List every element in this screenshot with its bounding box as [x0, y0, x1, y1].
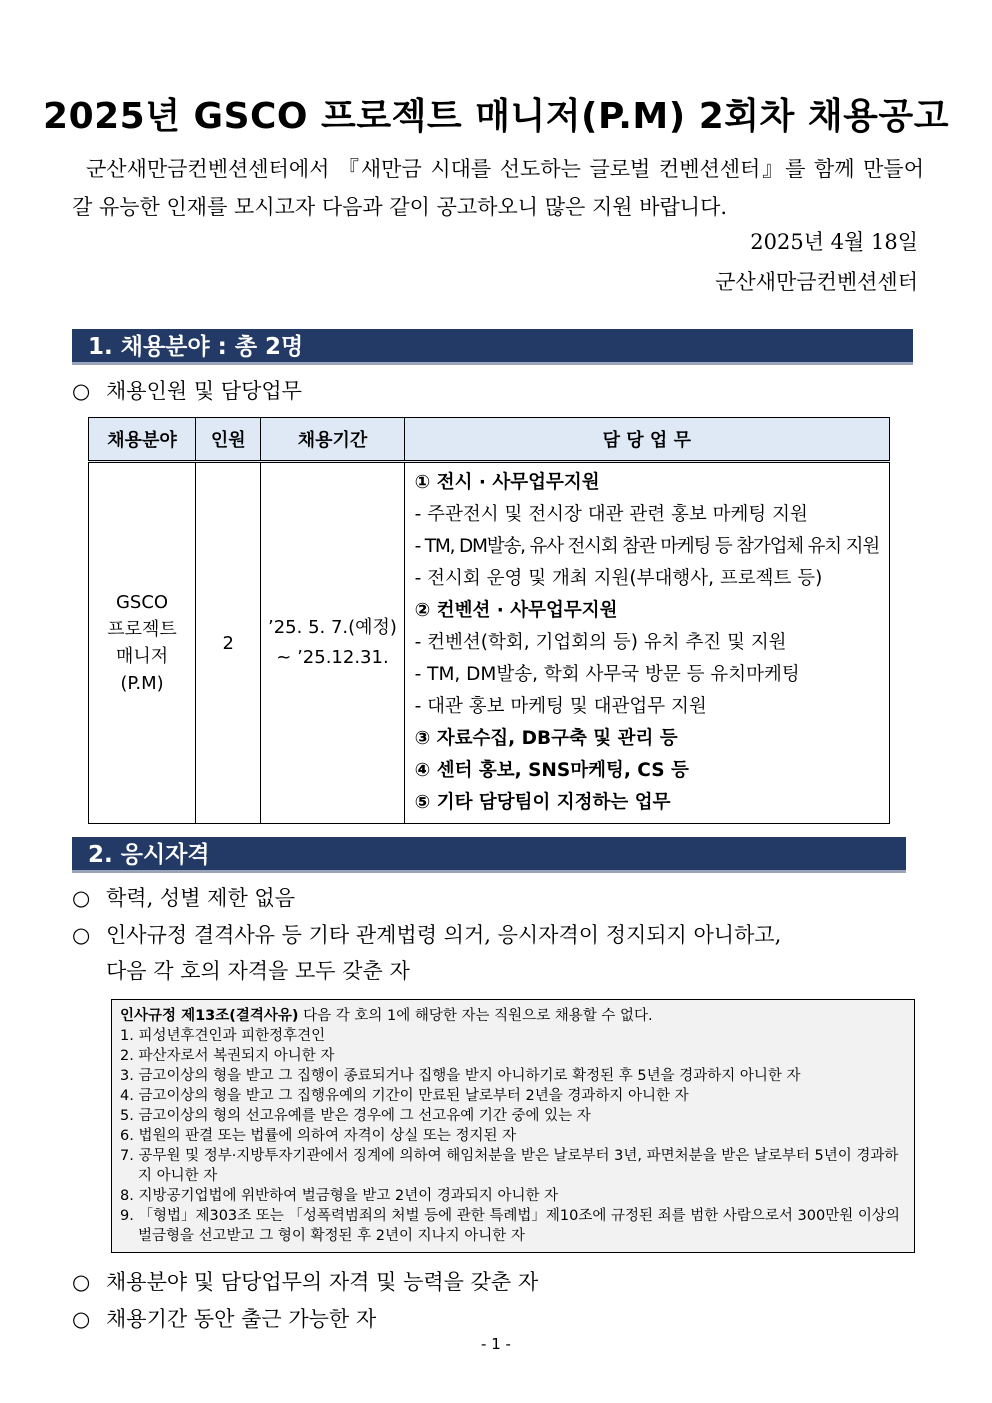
- announcement-date: 2025년 4월 18일: [750, 230, 918, 254]
- header-period: 채용기간: [261, 418, 404, 462]
- rule-item: 5. 금고이상의 형의 선고유예를 받은 경우에 그 선고유예 기간 중에 있는 자: [120, 1108, 591, 1124]
- duty-item: - 컨벤션(학회, 기업회의 등) 유치 추진 및 지원: [414, 632, 787, 653]
- page-title: 2025년 GSCO 프로젝트 매니저(P.M) 2회차 채용공고: [43, 96, 949, 137]
- qualification-item: [72, 880, 295, 916]
- rule-heading: 인사규정 제13조(결격사유): [120, 1008, 299, 1024]
- rule-item: 2. 파산자로서 복권되지 아니한 자: [120, 1048, 335, 1064]
- bullet-text: 채용기간 동안 출근 가능한 자: [106, 1307, 377, 1331]
- period-end: ~ ’25.12.31.: [276, 647, 389, 668]
- rule-item: 4. 금고이상의 형을 받고 그 집행유예의 기간이 만료된 날로부터 2년을 경과하지 아니한 자: [120, 1088, 689, 1104]
- duty-item: - TM, DM발송, 유사 전시회 참관 마케팅 등 참가업체 유치 지원: [414, 536, 879, 557]
- cell-period: [261, 462, 404, 824]
- disqualification-rules-box: [111, 999, 915, 1253]
- duty-item: ② 컨벤션 · 사무업무지원: [414, 600, 618, 621]
- cell-count: 2: [196, 462, 261, 824]
- cell-field: [89, 462, 196, 824]
- rule-item: 9. 「형법」제303조 또는 「성폭력범죄의 처벌 등에 관한 특례법」제10조에 규정된 죄를 범한 사람으로서 300만원 이상의 벌금형을 선고받고 그 형이 확정된 후 2년이 지나지 아니한 자: [120, 1208, 900, 1244]
- rule-item: 8. 지방공기업법에 위반하여 벌금형을 받고 2년이 경과되지 아니한 자: [120, 1188, 559, 1204]
- bullet-mark: ○: [72, 1270, 91, 1294]
- rule-item: 3. 금고이상의 형을 받고 그 집행이 종료되거나 집행을 받지 아니하기로 확정된 후 5년을 경과하지 아니한 자: [120, 1068, 801, 1084]
- duty-item: ① 전시 · 사무업무지원: [414, 472, 600, 493]
- duty-item: - 대관 홍보 마케팅 및 대관업무 지원: [414, 696, 707, 717]
- rule-lead: 다음 각 호의 1에 해당한 자는 직원으로 채용할 수 없다.: [298, 1008, 653, 1024]
- bullet-mark: ○: [72, 1307, 91, 1331]
- rule-item: 1. 피성년후견인과 피한정후견인: [120, 1028, 326, 1044]
- header-field: 채용분야: [89, 418, 196, 462]
- bullet-text: 채용분야 및 담당업무의 자격 및 능력을 갖춘 자: [106, 1270, 539, 1294]
- cell-duties: [404, 462, 889, 824]
- header-duties: 담 당 업 무: [404, 418, 889, 462]
- header-count: 인원: [196, 418, 261, 462]
- field-line: (P.M): [120, 673, 164, 694]
- duty-item: ⑤ 기타 담당팀이 지정하는 업무: [414, 792, 671, 813]
- duty-item: - 주관전시 및 전시장 대관 관련 홍보 마케팅 지원: [414, 504, 808, 525]
- rule-item: 7. 공무원 및 정부·지방투자기관에서 징계에 의하여 해임처분을 받은 날로부터 3년, 파면처분을 받은 날로부터 5년이 경과하지 아니한 자: [120, 1148, 899, 1184]
- field-line: GSCO: [115, 592, 169, 613]
- field-line: 매니저: [115, 646, 169, 667]
- intro-paragraph: 군산새만금컨벤션센터에서 『새만금 시대를 선도하는 글로벌 컨벤션센터』를 함께 만들어 갈 유능한 인재를 모시고자 다음과 같이 공고하오니 많은 지원 바랍니다.: [72, 157, 924, 219]
- duty-item: - TM, DM발송, 학회 사무국 방문 등 유치마케팅: [414, 664, 800, 685]
- table-row: [89, 462, 890, 824]
- qualification-item: [72, 1264, 538, 1300]
- section-heading-qualifications: 2. 응시자격: [72, 837, 906, 873]
- table-header-row: [89, 418, 890, 462]
- period-start: ’25. 5. 7.(예정): [268, 617, 397, 638]
- bullet-text: 채용인원 및 담당업무: [106, 379, 302, 403]
- bullet-mark: ○: [72, 923, 91, 947]
- field-line: 프로젝트: [107, 619, 177, 640]
- qualification-item: [72, 1301, 376, 1337]
- section-heading-recruitment: 1. 채용분야 : 총 2명: [72, 329, 913, 365]
- duty-item: ③ 자료수집, DB구축 및 관리 등: [414, 728, 678, 749]
- duty-item: - 전시회 운영 및 개최 지원(부대행사, 프로젝트 등): [414, 568, 823, 589]
- duty-item: ④ 센터 홍보, SNS마케팅, CS 등: [414, 760, 689, 781]
- rule-heading-line: [120, 1006, 906, 1026]
- page-number: - 1 -: [481, 1335, 511, 1353]
- bullet-text: 인사규정 결격사유 등 기타 관계법령 의거, 응시자격이 정지되지 아니하고,: [106, 923, 782, 947]
- organization-name: 군산새만금컨벤션센터: [715, 270, 918, 294]
- recruitment-table: [88, 417, 890, 824]
- rule-item: 6. 법원의 판결 또는 법률에 의하여 자격이 상실 또는 정지된 자: [120, 1128, 517, 1144]
- bullet-text: 학력, 성별 제한 없음: [106, 886, 295, 910]
- bullet-mark: ○: [72, 886, 91, 910]
- qualification-item: [72, 917, 924, 989]
- bullet-recruitment-info: [72, 373, 302, 409]
- bullet-mark: ○: [72, 379, 91, 403]
- bullet-text-continued: 다음 각 호의 자격을 모두 갖춘 자: [106, 959, 410, 983]
